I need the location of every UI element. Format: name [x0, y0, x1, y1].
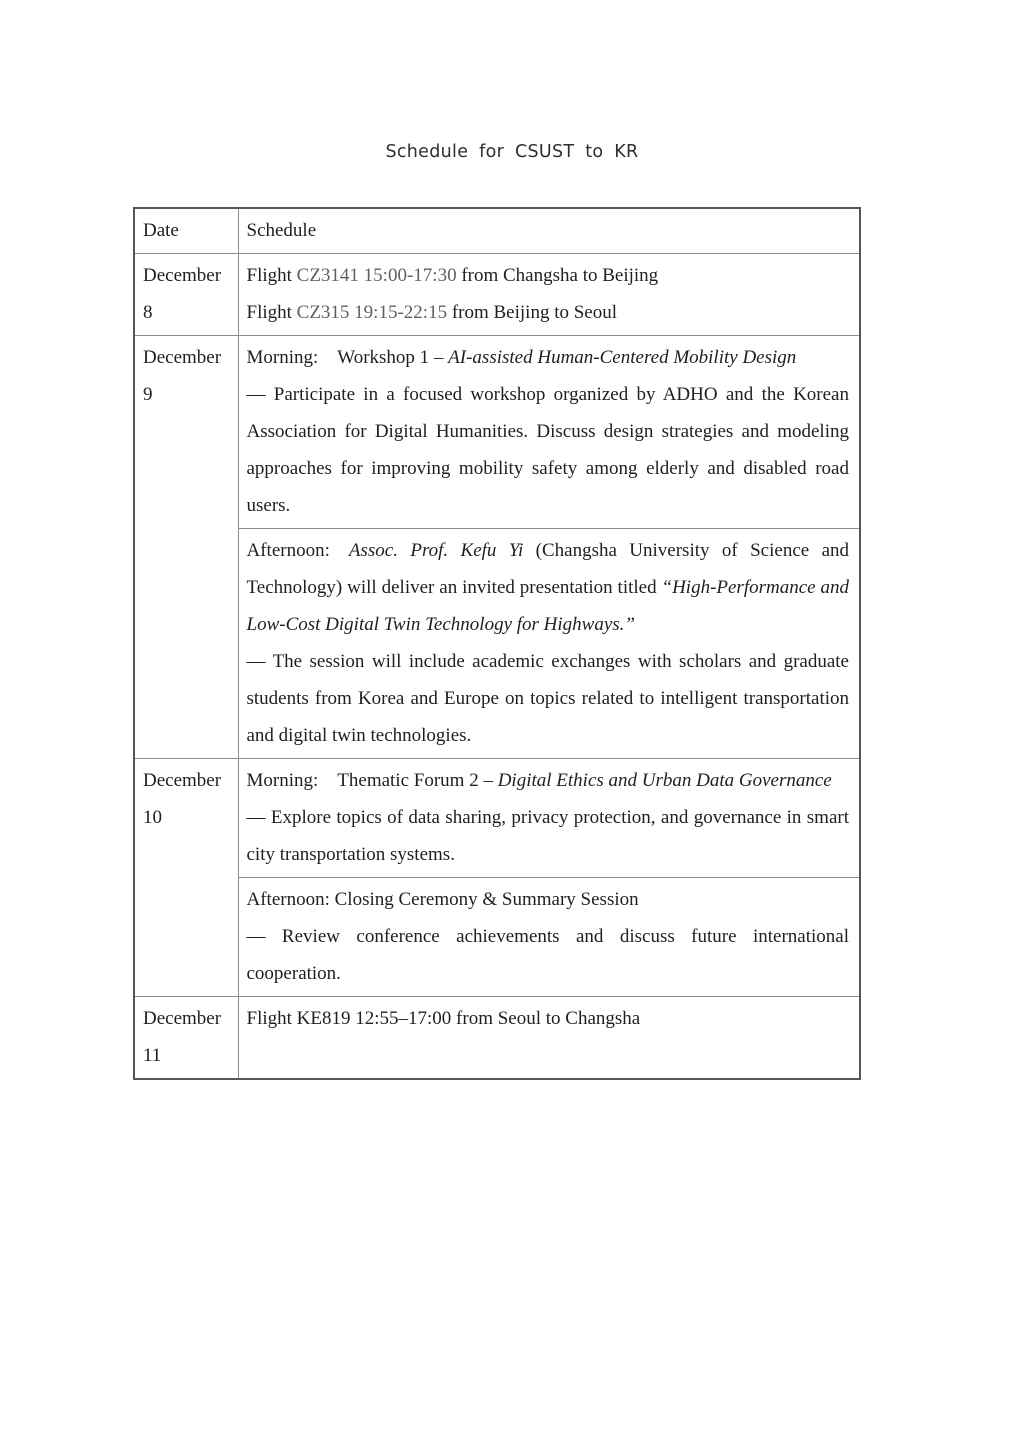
schedule-table-body — [134, 208, 860, 1079]
text-segment: — Participate in a focused workshop organized by ADHO and the Korean Association for Digital Humanities. Discuss design strategies and modeling approaches for improving mobility safety among elderly and disabled road users. — [246, 384, 849, 516]
text-segment: “High-Performance and Low-Cost Digital Twin Technology for Highways.” — [246, 577, 849, 635]
text-segment: Flight KE819 12:55–17:00 from Seoul to Changsha — [246, 1008, 641, 1029]
table-row — [134, 529, 860, 759]
date-cell: December 11 — [134, 997, 238, 1080]
date-cell: December 8 — [134, 254, 238, 336]
schedule-paragraph — [247, 1000, 850, 1037]
text-segment: CZ3141 15:00-17:30 — [296, 265, 457, 286]
text-segment: — The session will include academic exchanges with scholars and graduate students from Korea and Europe on topics related to intelligent transportation and digital twin technologies. — [246, 651, 849, 746]
schedule-paragraph — [247, 339, 850, 376]
schedule-paragraph — [247, 376, 850, 524]
schedule-cell — [238, 336, 860, 529]
schedule-paragraph — [247, 643, 850, 754]
schedule-paragraph — [247, 918, 850, 992]
table-row — [134, 254, 860, 336]
text-segment: (Changsha University of Science and Technology) will deliver an invited presentation titled — [246, 540, 849, 598]
text-segment: Assoc. Prof. Kefu Yi — [348, 540, 524, 561]
schedule-paragraph — [247, 799, 850, 873]
header-row — [134, 208, 860, 254]
table-row — [134, 997, 860, 1080]
text-segment: Morning: Thematic Forum 2 – — [246, 770, 498, 791]
text-segment: — Review conference achievements and discuss future international cooperation. — [246, 926, 849, 984]
date-cell: December 10 — [134, 759, 238, 997]
text-segment: Flight — [246, 265, 297, 286]
schedule-paragraph — [247, 762, 850, 799]
text-segment: — Explore topics of data sharing, privacy protection, and governance in smart city transportation systems. — [246, 807, 849, 865]
page-title: Schedule for CSUST to KR — [385, 142, 639, 162]
schedule-paragraph — [247, 532, 850, 643]
text-segment: CZ315 19:15-22:15 — [296, 302, 448, 323]
schedule-table — [133, 207, 861, 1080]
table-row — [134, 759, 860, 878]
schedule-paragraph — [247, 294, 850, 331]
column-header-schedule: Schedule — [238, 208, 860, 254]
schedule-cell — [238, 254, 860, 336]
text-segment: from Beijing to Seoul — [447, 302, 618, 323]
table-row — [134, 878, 860, 997]
schedule-cell — [238, 997, 860, 1080]
column-header-date: Date — [134, 208, 238, 254]
schedule-cell — [238, 759, 860, 878]
schedule-paragraph — [247, 881, 850, 918]
text-segment: from Changsha to Beijing — [456, 265, 659, 286]
text-segment: Afternoon: — [246, 540, 349, 561]
schedule-cell — [238, 529, 860, 759]
text-segment: AI-assisted Human-Centered Mobility Design — [448, 347, 797, 368]
text-segment: Morning: Workshop 1 – — [246, 347, 449, 368]
date-cell: December 9 — [134, 336, 238, 759]
text-segment: Flight — [246, 302, 297, 323]
text-segment: Afternoon: Closing Ceremony & Summary Session — [246, 889, 639, 910]
table-row — [134, 336, 860, 529]
schedule-cell — [238, 878, 860, 997]
text-segment: Digital Ethics and Urban Data Governance — [497, 770, 832, 791]
schedule-paragraph — [247, 257, 850, 294]
